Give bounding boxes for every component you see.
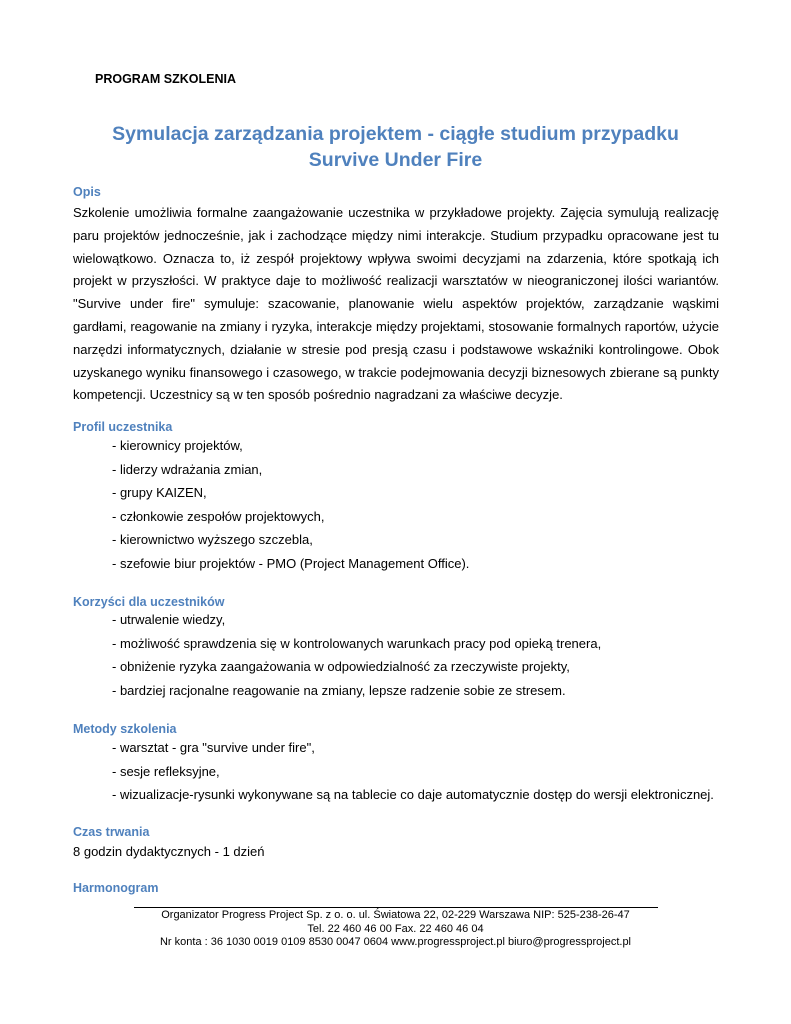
duration-heading: Czas trwania	[73, 825, 150, 839]
title-line-2: Survive Under Fire	[308, 149, 483, 171]
participants-list	[112, 434, 469, 576]
footer	[100, 909, 691, 950]
description-heading: Opis	[73, 185, 101, 199]
footer-account: Nr konta : 36 1030 0019 0109 8530 0047 0604 www.progressproject.pl biuro@progressproject.pl	[159, 936, 632, 949]
list-item: - szefowie biur projektów - PMO (Project Management Office).	[112, 555, 470, 571]
program-label: PROGRAM SZKOLENIA	[95, 72, 236, 86]
list-item: - utrwalenie wiedzy,	[112, 612, 226, 627]
participants-heading: Profil uczestnika	[73, 420, 173, 434]
list-item: - kierownictwo wyższego szczebla,	[112, 532, 313, 548]
document-title	[40, 121, 751, 173]
list-item: - warsztat - gra "survive under fire",	[112, 740, 315, 755]
schedule-heading: Harmonogram	[73, 881, 159, 895]
list-item: - grupy KAIZEN,	[112, 485, 207, 501]
methods-heading: Metody szkolenia	[73, 722, 177, 736]
list-item: - kierownicy projektów,	[112, 438, 243, 453]
list-item: - sesje refleksyjne,	[112, 763, 220, 779]
benefits-heading: Korzyści dla uczestników	[73, 595, 225, 609]
list-item: - członkowie zespołów projektowych,	[112, 508, 325, 524]
list-item: - bardziej racjonalne reagowanie na zmiany, lepsze radzenie sobie ze stresem.	[112, 682, 566, 698]
description-text: Szkolenie umożliwia formalne zaangażowanie uczestnika w przykładowe projekty. Zajęcia symulują realizację paru projektów jednocześnie, jak i zachodzące między nimi interakcje. Studium przypadku opracowane jest tu wielowątkowo. Oznacza to, iż zespół projektowy wpływa swoimi decyzjami na zdarzenia, które spotkają ich projekt w przyszłości. W praktyce daje to możliwość realizacji warsztatów w nieograniczonej ilości wariantów. "Survive under fire" symuluje: szacowanie, planowanie wielu aspektów projektów, zarządzanie wąskimi gardłami, reagowanie na zmiany i ryzyka, interakcje między projektami, stosowanie formalnych raportów, użycie narzędzi informatycznych, działanie w stresie pod presją czasu i podstawowe wskaźniki kontrolingowe. Obok uzyskanego wyniku finansowego i czasowego, w trakcie podejmowania decyzji biznesowych zbierane są punkty kompetencji. Uczestnicy są w ten sposób pośrednio nagradzani za właściwe decyzje.	[73, 205, 719, 403]
footer-company: Organizator Progress Project Sp. z o. o. ul. Światowa 22, 02-229 Warszawa NIP: 525-238-26-47	[161, 909, 630, 921]
list-item: - możliwość sprawdzenia się w kontrolowanych warunkach pracy pod opieką trenera,	[112, 635, 602, 651]
footer-divider	[134, 907, 658, 908]
footer-phone: Tel. 22 460 46 00 Fax. 22 460 46 04	[307, 922, 484, 935]
benefits-list	[112, 608, 601, 702]
list-item: - obniżenie ryzyka zaangażowania w odpowiedzialność za rzeczywiste projekty,	[112, 659, 570, 675]
duration-text: 8 godzin dydaktycznych - 1 dzień	[73, 844, 265, 859]
methods-list	[112, 736, 714, 807]
title-line-1: Symulacja zarządzania projektem - ciągłe studium przypadku	[112, 123, 679, 145]
list-item: - liderzy wdrażania zmian,	[112, 461, 263, 477]
list-item: - wizualizacje-rysunki wykonywane są na tablecie co daje automatycznie dostęp do wersji elektronicznej.	[112, 787, 714, 803]
